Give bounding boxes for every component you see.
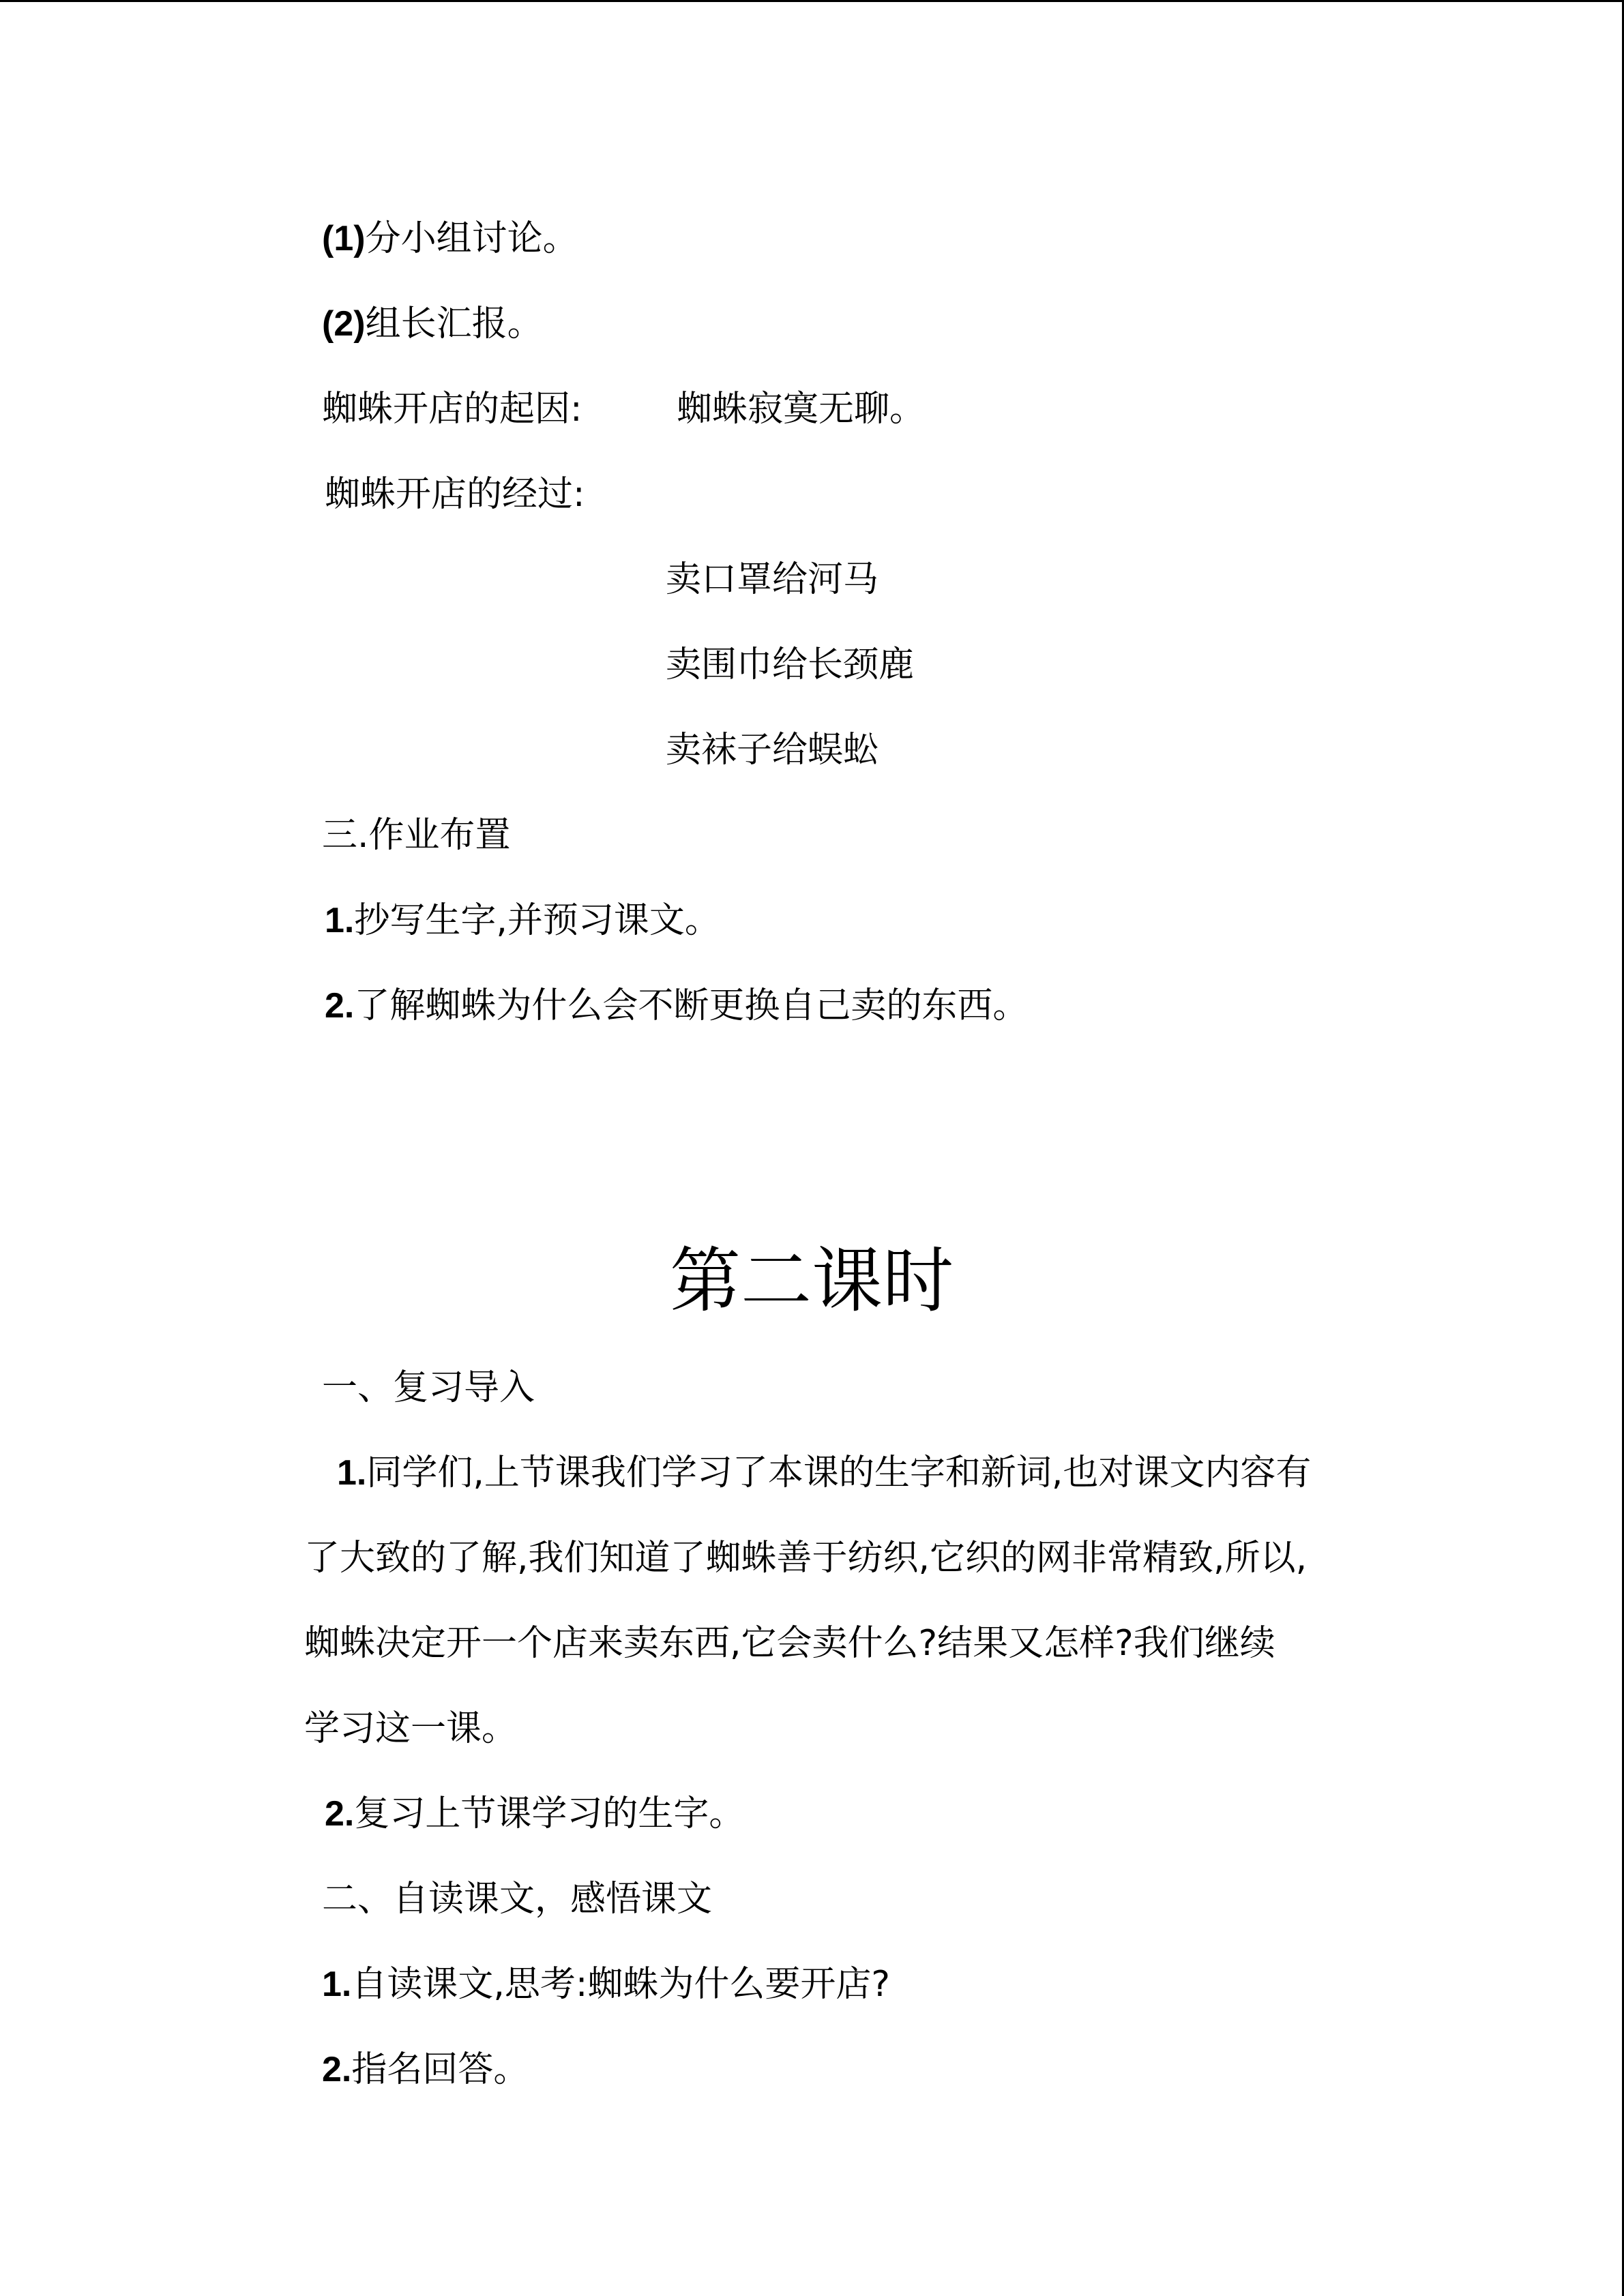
item-number: 2. <box>322 2050 352 2089</box>
step-number: (1) <box>322 219 366 258</box>
step-text: 组长汇报。 <box>365 303 543 344</box>
process-item-3: 卖袜子给蜈蚣 <box>666 730 879 771</box>
step-number: (2) <box>322 304 366 344</box>
review-item-2 <box>325 1792 744 1836</box>
section-1-title: 一、复习导入 <box>322 1367 535 1408</box>
item-text: 自读课文,思考:蜘蛛为什么要开店? <box>351 1964 891 2005</box>
reading-item-2 <box>322 2048 529 2091</box>
cause-line <box>322 387 582 431</box>
discussion-step-1 <box>322 217 578 260</box>
review-paragraph-line-3: 蜘蛛决定开一个店来卖东西,它会卖什么?结果又怎样?我们继续 <box>304 1623 1275 1664</box>
cause-value: 蜘蛛寂寞无聊。 <box>677 389 926 430</box>
paragraph-text: 同学们,上节课我们学习了本课的生字和新词,也对课文内容有 <box>366 1452 1312 1493</box>
item-text: 指名回答。 <box>351 2049 529 2090</box>
step-text: 分小组讨论。 <box>365 218 578 259</box>
homework-item-1 <box>325 899 720 942</box>
section-2-title: 二、自读课文，感悟课文 <box>322 1879 713 1920</box>
discussion-step-2 <box>322 302 543 346</box>
homework-text: 了解蜘蛛为什么会不断更换自己卖的东西。 <box>354 985 1029 1026</box>
review-paragraph-line-2: 了大致的了解,我们知道了蜘蛛善于纺织,它织的网非常精致,所以, <box>304 1538 1308 1579</box>
item-number: 1. <box>322 1965 352 2004</box>
reading-item-1 <box>322 1963 890 2006</box>
homework-title: 三.作业布置 <box>322 815 511 856</box>
review-paragraph-line-1 <box>337 1451 1311 1495</box>
review-paragraph-line-4: 学习这一课。 <box>304 1708 518 1749</box>
paragraph-number: 1. <box>337 1453 367 1493</box>
homework-number: 1. <box>325 901 355 940</box>
item-text: 复习上节课学习的生字。 <box>354 1793 745 1834</box>
homework-item-2 <box>325 984 1028 1028</box>
page-border-top <box>0 0 1624 2</box>
cause-label: 蜘蛛开店的起因: <box>322 389 582 430</box>
lesson-title: 第二课时 <box>670 1239 954 1322</box>
process-label: 蜘蛛开店的经过: <box>325 474 585 515</box>
item-number: 2. <box>325 1794 355 1834</box>
process-item-1: 卖口罩给河马 <box>666 559 879 600</box>
homework-text: 抄写生字,并预习课文。 <box>354 900 720 941</box>
homework-number: 2. <box>325 986 355 1026</box>
process-item-2: 卖围巾给长颈鹿 <box>666 644 915 685</box>
